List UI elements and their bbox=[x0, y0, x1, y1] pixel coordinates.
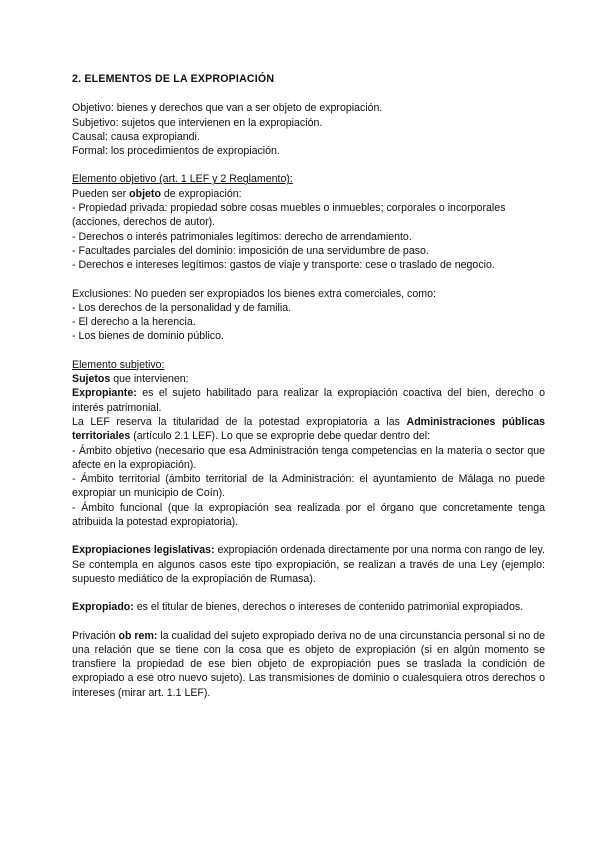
privacion-line bbox=[72, 629, 545, 700]
exclusion-item: - El derecho a la herencia. bbox=[72, 316, 196, 329]
privacion-paragraph bbox=[72, 629, 545, 700]
sujetos-bold: Sujetos bbox=[72, 373, 111, 386]
objeto-lead-bold: objeto bbox=[129, 187, 161, 200]
expropiante-paragraph bbox=[72, 386, 545, 415]
lef-post: (artículo 2.1 LEF). Lo que se exproprie debe quedar dentro del: bbox=[130, 430, 431, 443]
objeto-item: - Facultades parciales del dominio: imposición de una servidumbre de paso. bbox=[72, 244, 429, 257]
ambito-item: - Ámbito funcional (que la expropiación sea realizada por el órgano que concretamente tenga atribuida la potestad expropiatoria). bbox=[72, 501, 545, 529]
intro-line: Causal: causa expropiandi. bbox=[72, 130, 200, 143]
objeto-item: - Derechos e intereses legítimos: gastos de viaje y transporte: cese o traslado de negocio. bbox=[72, 259, 495, 272]
expropiado-bold: Expropiado: bbox=[72, 601, 134, 614]
intro-block bbox=[72, 101, 545, 158]
lef-pre: La LEF reserva la titularidad de la potestad expropiatoria a las bbox=[72, 415, 407, 428]
expropiado-rest: es el titular de bienes, derechos o intereses de contenido patrimonial expropiados. bbox=[133, 601, 524, 614]
legislativas-line bbox=[72, 543, 545, 586]
lef-paragraph bbox=[72, 415, 545, 444]
exclusiones-lead: Exclusiones: No pueden ser expropiados los bienes extra comerciales, como: bbox=[72, 287, 436, 300]
intro-line: Objetivo: bienes y derechos que van a ser objeto de expropiación. bbox=[72, 102, 383, 115]
elemento-subjetivo-block bbox=[72, 358, 545, 530]
intro-line: Formal: los procedimientos de expropiación. bbox=[72, 145, 280, 158]
objeto-lead-pre: Pueden ser bbox=[72, 187, 130, 200]
elemento-objetivo-heading: Elemento objetivo (art. 1 LEF y 2 Reglamento): bbox=[72, 173, 293, 186]
legislativas-rest: expropiación ordenada directamente por una norma con rango de ley. Se contempla en algunos casos este tipo expropiación, se realizan a través de una Ley (ejemplo: supuesto mediático de la expropiación de Rumasa). bbox=[72, 544, 545, 585]
expropiante-bold: Expropiante: bbox=[72, 387, 137, 400]
intro-line: Subjetivo: sujetos que intervienen en la expropiación. bbox=[72, 116, 323, 129]
section-title: 2. ELEMENTOS DE LA EXPROPIACIÓN bbox=[72, 73, 275, 85]
elemento-subjetivo-heading: Elemento subjetivo: bbox=[72, 358, 165, 371]
expropiado-paragraph bbox=[72, 600, 545, 614]
exclusion-item: - Los derechos de la personalidad y de familia. bbox=[72, 301, 292, 314]
privacion-rest: la cualidad del sujeto expropiado deriva no de una circunstancia personal si no de una relación que se tiene con la cosa que es objeto de expropiación (si en algún momento se transfiere la propiedad de ese bien objeto de expropiación pues se traslada la condición de expropiado a ese otro nuevo sujeto). Las transmisiones de dominio o cualesquiera otros derechos o intereses (mirar art. 1.1 LEF). bbox=[72, 629, 546, 699]
ambito-item: - Ámbito objetivo (necesario que esa Administración tenga competencias en la materia o sector que afecte en la expropiación). bbox=[72, 444, 545, 471]
expropiaciones-legislativas-paragraph bbox=[72, 543, 545, 586]
ambito-item: - Ámbito territorial (ámbito territorial de la Administración: el ayuntamiento de Málaga no puede expropiar un municipio de Coín). bbox=[72, 473, 545, 500]
lef-bold: Administraciones públicas territoriales bbox=[72, 415, 546, 443]
objeto-item: - Propiedad privada: propiedad sobre cosas muebles o inmuebles; corporales o incorporales (acciones, derechos de autor). bbox=[72, 202, 506, 229]
exclusiones-block bbox=[72, 287, 545, 344]
expropiado-line bbox=[72, 600, 545, 614]
privacion-bold: ob rem: bbox=[118, 629, 158, 642]
privacion-pre: Privación bbox=[72, 629, 119, 642]
objeto-lead-post: de expropiación: bbox=[160, 187, 242, 200]
sujetos-rest: que intervienen: bbox=[110, 373, 189, 386]
sujetos-line bbox=[72, 372, 545, 386]
objeto-lead bbox=[72, 187, 545, 201]
expropiante-rest: es el sujeto habilitado para realizar la expropiación coactiva del bien, derecho o interés patrimonial. bbox=[72, 387, 545, 414]
exclusion-item: - Los bienes de dominio público. bbox=[72, 330, 224, 343]
objeto-item: - Derechos o interés patrimoniales legítimos: derecho de arrendamiento. bbox=[72, 230, 412, 243]
elemento-objetivo-block bbox=[72, 172, 545, 272]
legislativas-bold: Expropiaciones legislativas: bbox=[72, 544, 215, 557]
